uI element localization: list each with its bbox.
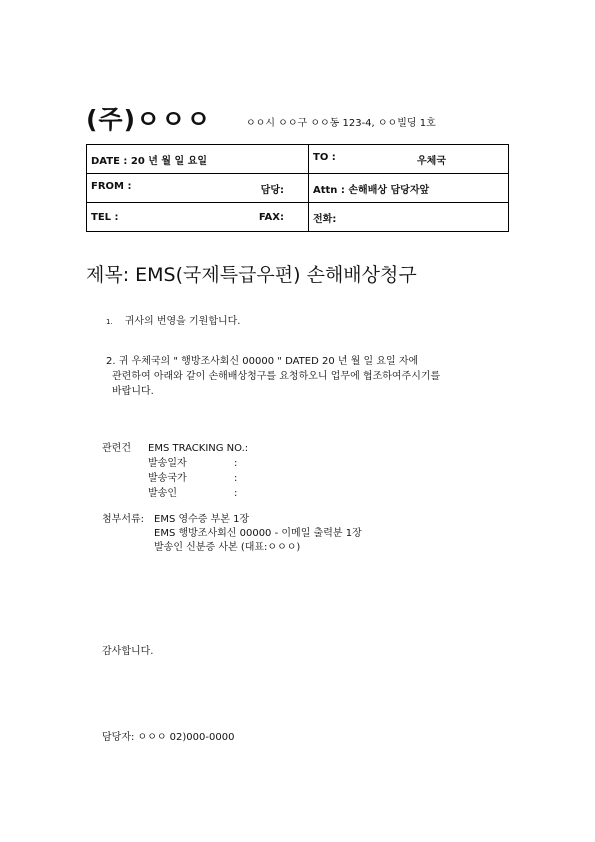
paragraph-1 <box>106 312 240 327</box>
manager-label: 담당: <box>260 184 284 196</box>
tel-cell <box>87 203 309 232</box>
paragraph-line: 바랍니다. <box>112 386 154 397</box>
list-item-colon: : <box>234 488 238 499</box>
list-item: 발송국가 <box>148 473 187 484</box>
paragraph-line: 2. 귀 우체국의 " 행방조사회신 00000 " DATED 20 년 월 일 요일 자에 <box>106 356 419 367</box>
table-row <box>87 145 509 174</box>
list-item: EMS 영수증 부본 1장 <box>154 514 250 525</box>
table-row <box>87 203 509 232</box>
list-item-colon: : <box>234 473 238 484</box>
paragraph-number: 1. <box>106 318 113 326</box>
company-name: (주)ㅇㅇㅇ <box>86 105 212 134</box>
related-section <box>102 441 248 501</box>
tel-label: TEL : <box>91 211 119 223</box>
phone-cell: 전화: <box>309 203 509 232</box>
company-address: ㅇㅇ시 ㅇㅇ구 ㅇㅇ동 123-4, ㅇㅇ빌딩 1호 <box>246 118 436 129</box>
paragraph-2 <box>106 354 440 399</box>
from-cell <box>87 174 309 203</box>
closing-text: 감사합니다. <box>102 646 154 657</box>
tracking-label: EMS TRACKING NO.: <box>148 443 249 454</box>
attn-cell: Attn : 손해배상 담당자앞 <box>309 174 509 203</box>
list-item: 발송일자 <box>148 458 187 469</box>
paragraph-text: 귀사의 번영을 기원합니다. <box>124 316 241 327</box>
to-label: TO : <box>313 151 336 163</box>
attachments-label: 첨부서류: <box>102 514 145 525</box>
date-cell: DATE : 20 년 월 일 요일 <box>87 145 309 174</box>
contact-line: 담당자: ㅇㅇㅇ 02)000-0000 <box>102 732 235 743</box>
fax-label: FAX: <box>258 211 284 223</box>
subject-title: 제목: EMS(국제특급우편) 손해배상청구 <box>86 264 417 286</box>
list-item: EMS 행방조사회신 00000 - 이메일 출력분 1장 <box>154 528 362 539</box>
paragraph-line: 관련하여 아래와 같이 손해배상청구를 요청하오니 업무에 협조하여주시기를 <box>112 371 441 382</box>
related-label: 관련건 <box>102 443 131 454</box>
attachments-section <box>102 513 362 555</box>
table-row <box>87 174 509 203</box>
list-item-colon: : <box>234 458 238 469</box>
to-cell <box>309 145 509 174</box>
list-item: 발송인 신분증 사본 (대표:ㅇㅇㅇ) <box>154 542 301 553</box>
to-value: 우체국 <box>417 155 446 167</box>
info-table <box>86 144 509 232</box>
from-label: FROM : <box>91 180 132 192</box>
list-item: 발송인 <box>148 488 177 499</box>
